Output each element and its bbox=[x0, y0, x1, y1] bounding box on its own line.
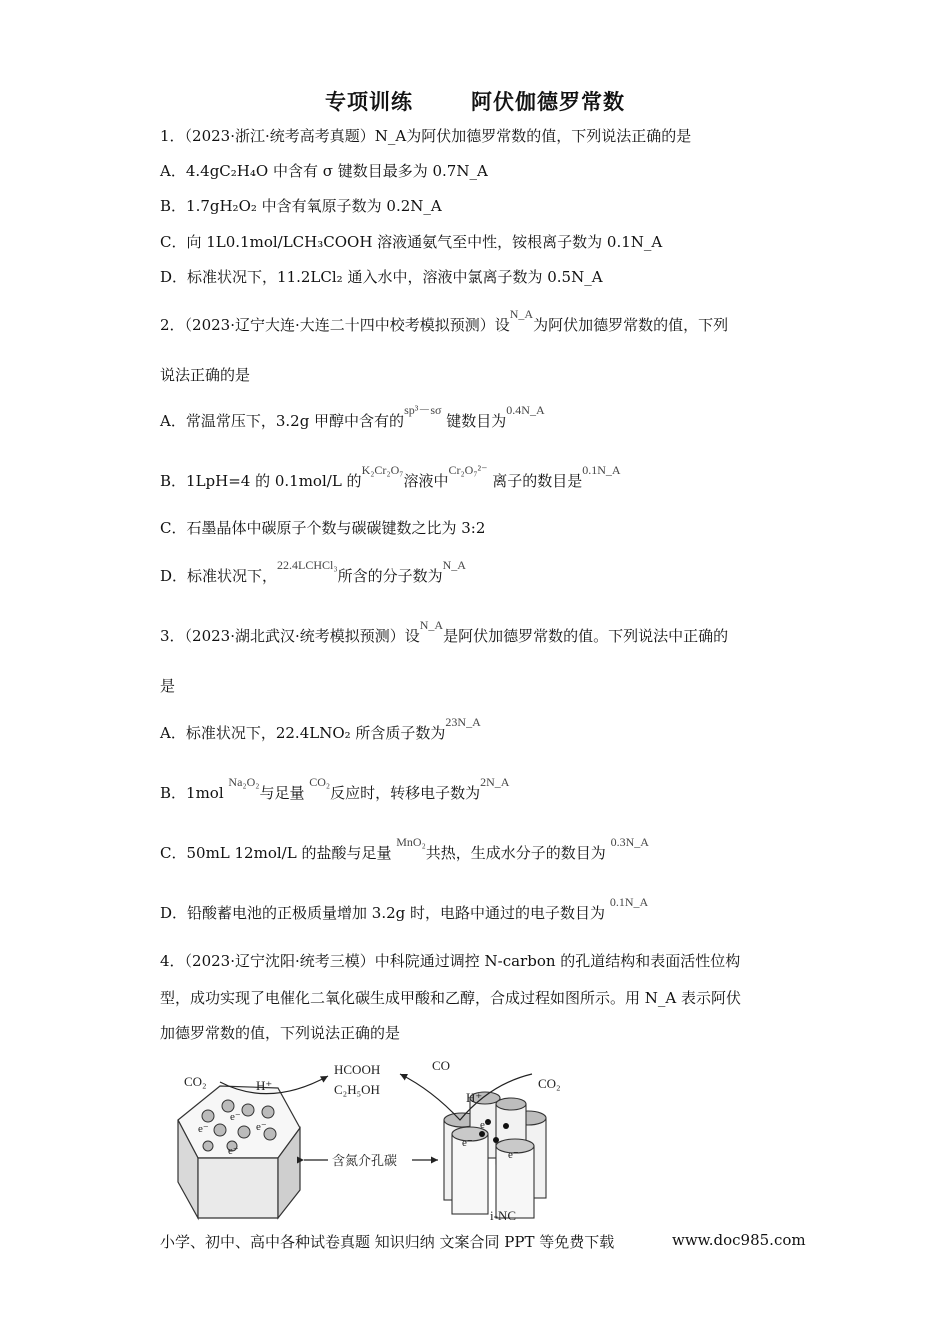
footer-url[interactable]: www.doc985.com bbox=[672, 1231, 806, 1249]
q3-stem-cont: 是 bbox=[160, 677, 176, 695]
q2-option-b: B．1LpH=4 的 0.1mol/L 的$^{K_2Cr_2O_7}$溶液中$^{Cr_2O_7^{2-}}$ 离子的数目是$^{0.1N\_A}$ bbox=[160, 463, 621, 490]
formula: N_A bbox=[442, 558, 466, 572]
formula: K₂Cr₂O₇ bbox=[361, 463, 404, 477]
electron-label: e⁻ bbox=[256, 1121, 267, 1133]
formula: 0.3N_A bbox=[610, 835, 649, 849]
i-nc-cylinders bbox=[444, 1092, 546, 1218]
q1-option-c: C．向 1L0.1mol/LCH₃COOH 溶液通氨气至中性，铵根离子数为 0.1N_A bbox=[160, 233, 663, 251]
electron-label: e⁻ bbox=[462, 1137, 473, 1149]
title-left: 专项训练 bbox=[325, 89, 413, 114]
q3-option-c: C．50mL 12mol/L 的盐酸与足量 $^{MnO_2}$共热，生成水分子的数目为 $^{0.3N\_A}$ bbox=[160, 835, 649, 862]
q2-option-c: C．石墨晶体中碳原子个数与碳碳键数之比为 3:2 bbox=[160, 519, 486, 537]
q2-stem-cont: 说法正确的是 bbox=[160, 366, 251, 384]
electron-label: e⁻ bbox=[480, 1119, 491, 1131]
q4-line1: 4．（2023·辽宁沈阳·统考三模）中科院通过调控 N-carbon 的孔道结构和表面活性位构 bbox=[160, 952, 741, 970]
co2-left-label: CO₂ bbox=[184, 1074, 207, 1089]
formula: 0.1N_A bbox=[582, 463, 621, 477]
formula: 22.4LCHCl₃ bbox=[277, 558, 338, 572]
q2-stem: 2．（2023·辽宁大连·大连二十四中校考模拟预测）设$^{N\_A}$为阿伏加德罗常数的值，下列 bbox=[160, 307, 729, 334]
inc-label: i-NC bbox=[490, 1208, 516, 1222]
c2h5oh-label: C₂H₅OH bbox=[334, 1082, 380, 1097]
q1-option-b: B．1.7gH₂O₂ 中含有氧原子数为 0.2N_A bbox=[160, 197, 442, 215]
electron-label: e⁻ bbox=[508, 1149, 519, 1161]
q2-option-d: D．标准状况下，$^{22.4LCHCl_3}$所含的分子数为$^{N\_A}$ bbox=[160, 558, 466, 585]
q3-stem: 3．（2023·湖北武汉·统考模拟预测）设$^{N\_A}$是阿伏加德罗常数的值。下列说法中正确的 bbox=[160, 618, 729, 645]
formula: MnO₂ bbox=[396, 835, 426, 849]
center-label: 含氮介孔碳 bbox=[332, 1154, 398, 1169]
q3-option-b: B．1mol $^{Na_2O_2}$与足量 $^{CO_2}$反应时，转移电子数为$^{2N\_A}$ bbox=[160, 775, 510, 802]
catalysis-figure bbox=[160, 1050, 600, 1222]
q4-line3: 加德罗常数的值，下列说法正确的是 bbox=[160, 1024, 401, 1042]
formula: N_A bbox=[509, 307, 534, 321]
formula: Na₂O₂ bbox=[228, 775, 260, 789]
formula: 2N_A bbox=[480, 775, 510, 789]
hcooh-label: HCOOH bbox=[334, 1062, 381, 1077]
formula: sp³－sσ bbox=[404, 403, 442, 417]
formula: 0.1N_A bbox=[609, 895, 649, 909]
electron-label: e⁻ bbox=[228, 1145, 239, 1157]
q3-option-d: D．铅酸蓄电池的正极质量增加 3.2g 时，电路中通过的电子数目为 $^{0.1N\_A}$ bbox=[160, 895, 649, 922]
formula: CO₂ bbox=[309, 775, 331, 789]
q3-option-a: A．标准状况下，22.4LNO₂ 所含质子数为$^{23N\_A}$ bbox=[160, 715, 481, 742]
footer bbox=[160, 1231, 806, 1252]
co-label: CO bbox=[432, 1058, 451, 1073]
formula: 23N_A bbox=[445, 715, 481, 729]
electron-label: e⁻ bbox=[230, 1111, 241, 1123]
e-nc-prism bbox=[178, 1086, 300, 1218]
electron-label: e⁻ bbox=[198, 1123, 209, 1135]
page-title bbox=[0, 86, 950, 116]
h-left-label: H⁺ bbox=[256, 1078, 273, 1093]
footer-text: 小学、初中、高中各种试卷真题 知识归纳 文案合同 PPT 等免费下载 bbox=[160, 1233, 615, 1251]
q2-option-a: A．常温常压下，3.2g 甲醇中含有的$^{sp^3-s\sigma}$ 键数目为$^{0.4N\_A}$ bbox=[160, 403, 545, 430]
formula: 0.4N_A bbox=[506, 403, 545, 417]
co2-right-label: CO₂ bbox=[538, 1076, 561, 1091]
q1-option-d: D．标准状况下，11.2LCl₂ 通入水中，溶液中氯离子数为 0.5N_A bbox=[160, 268, 603, 286]
formula: N_A bbox=[419, 618, 444, 632]
q4-line2: 型，成功实现了电催化二氧化碳生成甲酸和乙醇，合成过程如图所示。用 N_A 表示阿伏 bbox=[160, 989, 741, 1007]
q1-option-a: A．4.4gC₂H₄O 中含有 σ 键数目最多为 0.7N_A bbox=[160, 162, 488, 180]
formula: Cr₂O₇²⁻ bbox=[448, 463, 488, 477]
title-right: 阿伏伽德罗常数 bbox=[471, 89, 625, 114]
q1-stem: 1．（2023·浙江·统考高考真题）N_A为阿伏加德罗常数的值，下列说法正确的是 bbox=[160, 127, 692, 145]
h-right-label: H⁺ bbox=[466, 1090, 483, 1105]
